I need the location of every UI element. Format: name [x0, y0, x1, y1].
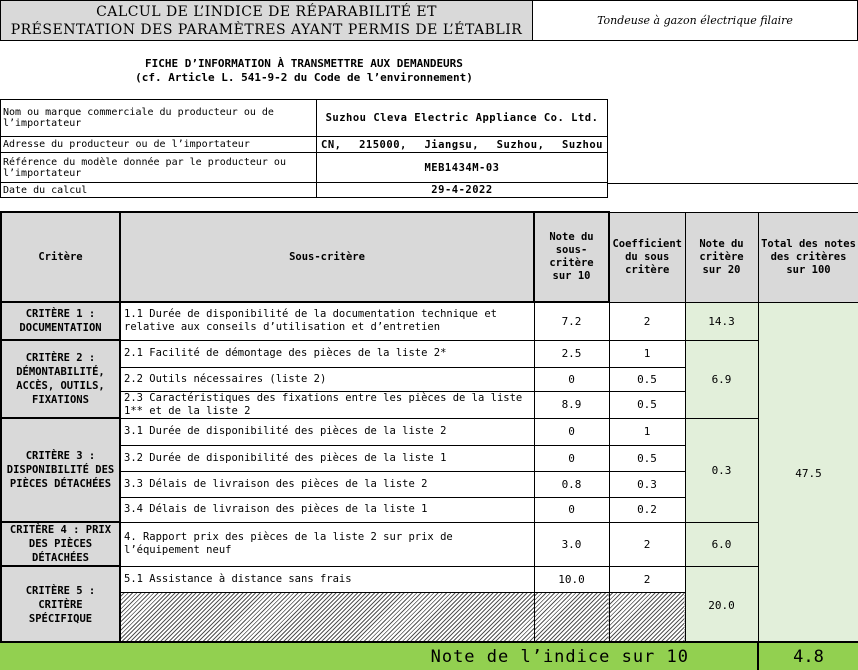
- producer-value: Suzhou Cleva Electric Appliance Co. Ltd.: [317, 100, 608, 137]
- fiche-line-2: (cf. Article L. 541-9-2 du Code de l’environnement): [135, 71, 473, 84]
- date-label: Date du calcul: [1, 183, 317, 198]
- hatched-cell: [609, 592, 685, 644]
- criterion-5-score: 20.0: [685, 566, 758, 644]
- sub-3-1-note: 0: [534, 418, 609, 445]
- criterion-3-score: 0.3: [685, 418, 758, 522]
- criterion-5-label: CRITÈRE 5 : CRITÈRE SPÉCIFIQUE: [1, 566, 120, 644]
- sub-3-1-label: 3.1 Durée de disponibilité des pièces de la liste 2: [120, 418, 534, 445]
- sub-2-1-note: 2.5: [534, 340, 609, 367]
- title-line-2: PRÉSENTATION DES PARAMÈTRES AYANT PERMIS DE L’ÉTABLIR: [10, 21, 523, 38]
- sub-2-2-label: 2.2 Outils nécessaires (liste 2): [120, 367, 534, 391]
- total-score: 47.5: [758, 302, 858, 644]
- sub-5-1-coef: 2: [609, 566, 685, 592]
- criterion-2-score: 6.9: [685, 340, 758, 418]
- sub-2-2-note: 0: [534, 367, 609, 391]
- sub-2-3-note: 8.9: [534, 391, 609, 418]
- hatched-cell: [120, 592, 534, 644]
- sub-3-1-coef: 1: [609, 418, 685, 445]
- fiche-heading: [0, 57, 608, 85]
- sub-2-3-coef: 0.5: [609, 391, 685, 418]
- date-value: 29-4-2022: [317, 183, 608, 198]
- index-value: 4.8: [757, 643, 858, 670]
- address-label: Adresse du producteur ou de l’importateur: [1, 137, 317, 153]
- header-critere: Critère: [1, 212, 120, 302]
- sub-4-coef: 2: [609, 522, 685, 566]
- header-note-sous: Note du sous-critère sur 10: [534, 212, 609, 302]
- reference-label: Référence du modèle donnée par le producteur ou l’importateur: [1, 153, 317, 183]
- sub-1-1-note: 7.2: [534, 302, 609, 340]
- header-total: Total des notes des critères sur 100: [758, 212, 858, 302]
- divider: [608, 183, 858, 184]
- sub-3-4-label: 3.4 Délais de livraison des pièces de la liste 1: [120, 497, 534, 522]
- fiche-line-1: FICHE D’INFORMATION À TRANSMETTRE AUX DEMANDEURS: [145, 57, 463, 70]
- sub-1-1-label: 1.1 Durée de disponibilité de la documentation technique et relative aux conseils d’utilisation et d’entretien: [120, 302, 534, 340]
- reference-value: MEB1434M-03: [317, 153, 608, 183]
- sub-1-1-coef: 2: [609, 302, 685, 340]
- address-value: CN, 215000, Jiangsu, Suzhou, Suzhou: [317, 137, 608, 153]
- sub-4-note: 3.0: [534, 522, 609, 566]
- sub-3-2-note: 0: [534, 445, 609, 471]
- producer-info-table: [0, 99, 608, 198]
- sub-3-3-note: 0.8: [534, 471, 609, 497]
- criteria-table: [0, 211, 858, 645]
- criterion-2-label: CRITÈRE 2 : DÉMONTABILITÉ, ACCÈS, OUTILS, FIXATIONS: [1, 340, 120, 418]
- criterion-4-label: CRITÈRE 4 : PRIX DES PIÈCES DÉTACHÉES: [1, 522, 120, 566]
- sub-2-2-coef: 0.5: [609, 367, 685, 391]
- sub-3-2-coef: 0.5: [609, 445, 685, 471]
- sub-3-3-label: 3.3 Délais de livraison des pièces de la liste 2: [120, 471, 534, 497]
- sub-5-1-label: 5.1 Assistance à distance sans frais: [120, 566, 534, 592]
- hatched-cell: [534, 592, 609, 644]
- header-coef: Coefficient du sous critère: [609, 212, 685, 302]
- index-label: Note de l’indice sur 10: [430, 646, 689, 667]
- sub-3-4-note: 0: [534, 497, 609, 522]
- sub-5-1-note: 10.0: [534, 566, 609, 592]
- title-line-1: CALCUL DE L’INDICE DE RÉPARABILITÉ ET: [96, 3, 437, 20]
- sub-3-4-coef: 0.2: [609, 497, 685, 522]
- criterion-1-score: 14.3: [685, 302, 758, 340]
- sub-3-2-label: 3.2 Durée de disponibilité des pièces de la liste 1: [120, 445, 534, 471]
- sub-2-3-label: 2.3 Caractéristiques des fixations entre les pièces de la liste 1** et de la liste 2: [120, 391, 534, 418]
- header-note-crit: Note du critère sur 20: [685, 212, 758, 302]
- sub-2-1-label: 2.1 Facilité de démontage des pièces de la liste 2*: [120, 340, 534, 367]
- sub-2-1-coef: 1: [609, 340, 685, 367]
- criterion-3-label: CRITÈRE 3 : DISPONIBILITÉ DES PIÈCES DÉTACHÉES: [1, 418, 120, 522]
- producer-label: Nom ou marque commerciale du producteur ou de l’importateur: [1, 100, 317, 137]
- header-sous-critere: Sous-critère: [120, 212, 534, 302]
- page-title: [0, 0, 533, 41]
- product-type: Tondeuse à gazon électrique filaire: [533, 0, 858, 41]
- criterion-4-score: 6.0: [685, 522, 758, 566]
- sub-3-3-coef: 0.3: [609, 471, 685, 497]
- criterion-1-label: CRITÈRE 1 : DOCUMENTATION: [1, 302, 120, 340]
- sub-4-label: 4. Rapport prix des pièces de la liste 2 sur prix de l’équipement neuf: [120, 522, 534, 566]
